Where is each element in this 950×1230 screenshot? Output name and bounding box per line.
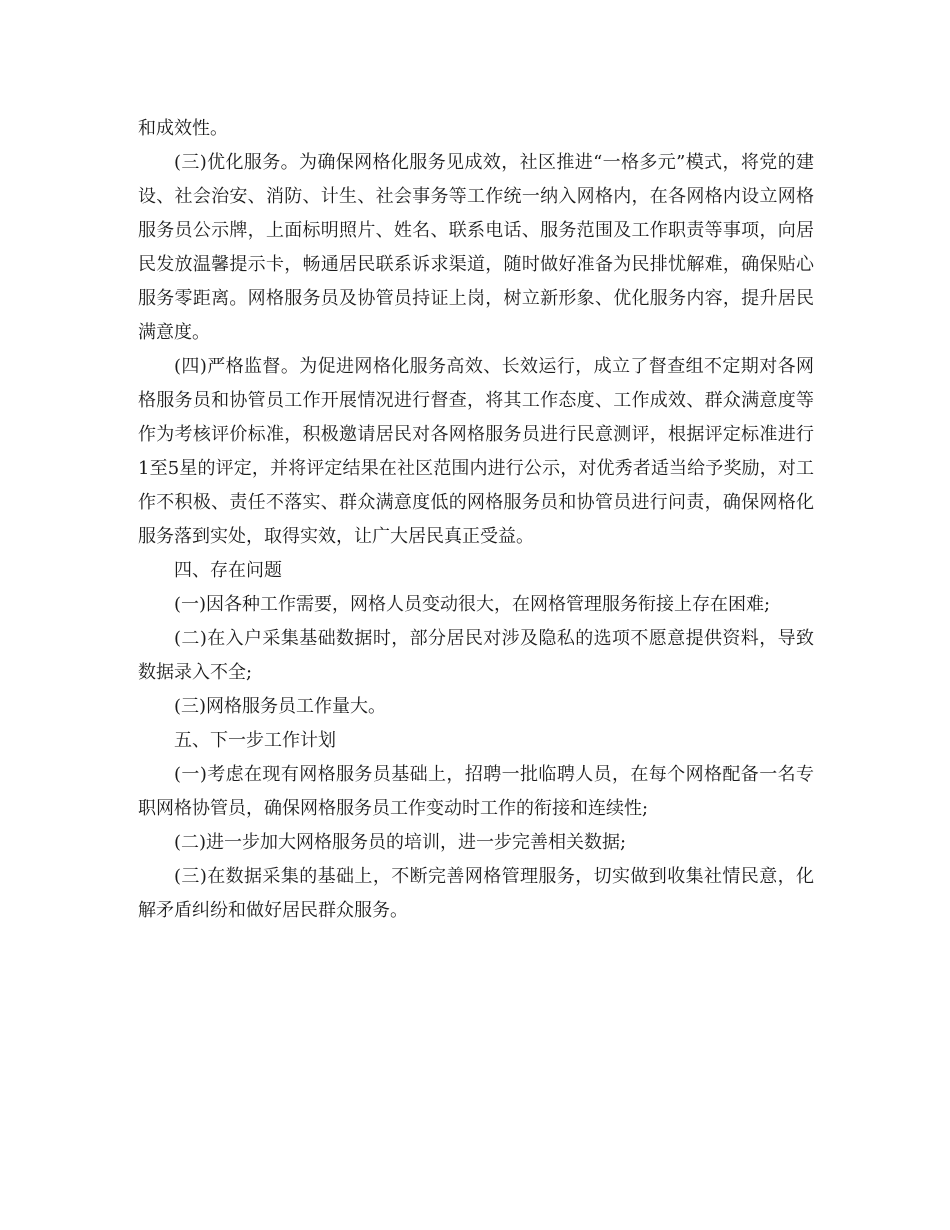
paragraph-continuation: 和成效性。 <box>138 118 228 139</box>
paragraph-plan-2: (二)进一步加大网格服务员的培训，进一步完善相关数据; <box>174 832 627 853</box>
paragraph-plan-1: (一)考虑在现有网格服务员基础上，招聘一批临聘人员，在每个网格配备一名专职网格协管员，确保网格服务员工作变动时工作的衔接和连续性; <box>138 764 814 819</box>
document-body <box>138 112 814 928</box>
section-heading-problems: 四、存在问题 <box>174 560 282 581</box>
paragraph-optimize-service: (三)优化服务。为确保网格化服务见成效，社区推进“一格多元”模式，将党的建设、社会治安、消防、计生、社会事务等工作统一纳入网格内，在各网格内设立网格服务员公示牌，上面标明照片、姓名、联系电话、服务范围及工作职责等事项，向居民发放温馨提示卡，畅通居民联系诉求渠道，随时做好准备为民排忧解难，确保贴心服务零距离。网格服务员及协管员持证上岗，树立新形象、优化服务内容，提升居民满意度。 <box>138 152 814 343</box>
section-heading-next-plan: 五、下一步工作计划 <box>174 730 336 751</box>
paragraph-strict-supervision: (四)严格监督。为促进网格化服务高效、长效运行，成立了督查组不定期对各网格服务员和协管员工作开展情况进行督查，将其工作态度、工作成效、群众满意度等作为考核评价标准，积极邀请居民对各网格服务员进行民意测评，根据评定标准进行1至5星的评定，并将评定结果在社区范围内进行公示，对优秀者适当给予奖励，对工作不积极、责任不落实、群众满意度低的网格服务员和协管员进行问责，确保网格化服务落到实处，取得实效，让广大居民真正受益。 <box>138 356 814 547</box>
paragraph-problem-1: (一)因各种工作需要，网格人员变动很大，在网格管理服务衔接上存在困难; <box>174 594 771 615</box>
paragraph-problem-2: (二)在入户采集基础数据时，部分居民对涉及隐私的选项不愿意提供资料，导致数据录入不全; <box>138 628 814 683</box>
paragraph-plan-3: (三)在数据采集的基础上，不断完善网格管理服务，切实做到收集社情民意，化解矛盾纠纷和做好居民群众服务。 <box>138 866 814 921</box>
paragraph-problem-3: (三)网格服务员工作量大。 <box>174 696 387 717</box>
